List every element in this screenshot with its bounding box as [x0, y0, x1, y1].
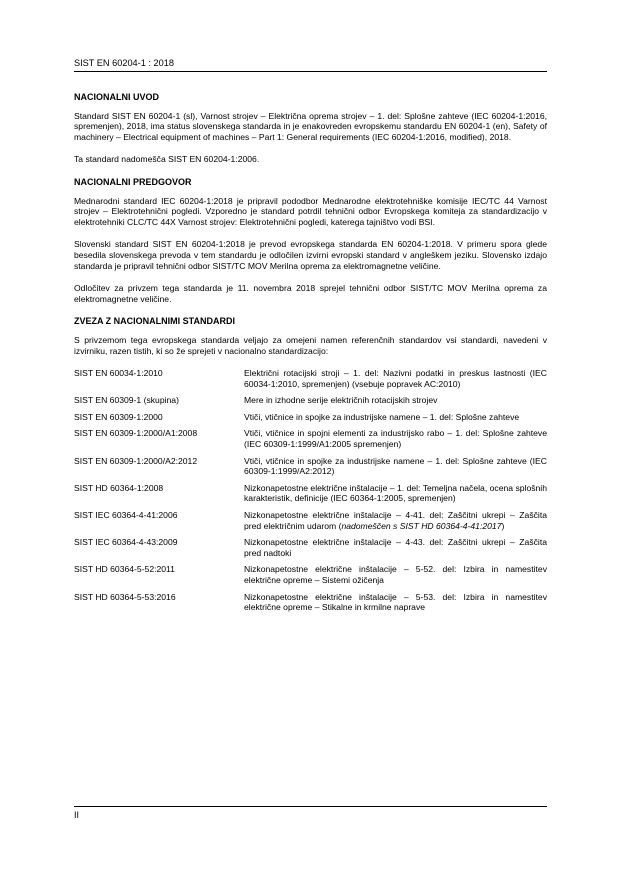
reference-row: [74, 368, 547, 389]
reference-row: [74, 456, 547, 477]
predgovor-paragraph-2: Slovenski standard SIST EN 60204-1:2018 je prevod evropskega standarda EN 60204-1:2018. V primeru spora glede besedila slovenskega prevoda v tem standardu je odločilen izvirni evropski standard v angleškem jeziku. Slovensko izdajo standarda je pripravil tehnični odbor SIST/TC MOV Merilna oprema za elektromagnetne veličine.: [74, 239, 547, 271]
reference-code: SIST HD 60364-5-52:2011: [74, 564, 175, 575]
reference-row: [74, 537, 547, 558]
reference-row: [74, 510, 547, 531]
reference-list: [74, 368, 547, 613]
reference-description: Mere in izhodne serije električnih rotacijskih strojev: [244, 395, 438, 406]
reference-description: Električni rotacijski stroji – 1. del: Nazivni podatki in preskus lastnosti (IEC 60034-1:2010, spremenjen) (vsebuje popravek AC:2010): [244, 368, 547, 389]
reference-code: SIST IEC 60364-4-41:2006: [74, 510, 178, 521]
header-standard-id: SIST EN 60204-1 : 2018: [74, 58, 174, 68]
reference-description: Nizkonapetostne električne inštalacije – 5-53. del: Izbira in namestitev električne opreme – Stikalne in krmilne naprave: [244, 591, 547, 613]
predgovor-paragraph-3: Odločitev za privzem tega standarda je 11. novembra 2018 sprejel tehnični odbor SIST/TC MOV Merilna oprema za elektromagnetne veličine.: [74, 283, 547, 304]
reference-row: [74, 564, 547, 585]
reference-description: Nizkonapetostne električne inštalacije – 5-52. del: Izbira in namestitev električne opreme – Sistemi ožičenja: [244, 564, 547, 585]
reference-description: [244, 510, 547, 531]
reference-description: Nizkonapetostne električne inštalacije – 4-43. del: Zaščitni ukrepi – Zaščita pred nadtoki: [244, 537, 547, 558]
reference-row: [74, 483, 547, 504]
reference-code: SIST IEC 60364-4-43:2009: [74, 537, 178, 548]
zveza-intro: S privzemom tega evropskega standarda veljajo za omejeni namen referenčnih standardov vsi standardi, navedeni v izvirniku, razen tistih, ki so že sprejeti v nacionalno standardizacijo:: [74, 334, 547, 356]
reference-replacement-note: nadomeščen s SIST HD 60364-4-41:2017: [341, 520, 502, 531]
document-body: [74, 92, 547, 619]
running-header: [74, 58, 547, 72]
reference-code: SIST EN 60309-1:2000: [74, 411, 163, 422]
reference-description: Nizkonapetostne električne inštalacije – 1. del: Temeljna načela, ocena splošnih karakteristik, definicije (IEC 60364-1:2005, spremenjen): [244, 482, 547, 504]
reference-description: Vtiči, vtičnice in spojni elementi za industrijsko rabo – 1. del: Splošne zahteve (IEC 60309-1:1999/A1:2005 spremenjen): [244, 428, 547, 450]
reference-row: [74, 395, 547, 406]
uvod-paragraph-1: Standard SIST EN 60204-1 (sl), Varnost strojev – Električna oprema strojev – 1. del: Splošne zahteve (IEC 60204-1:2016, spremenjen), 2018, ima status slovenskega standarda in je enakovreden evropskemu standardu EN 60204-1 (en), Safety of machinery – Electrical equipment of machines – Part 1: General requirements (IEC 60204-1:2016, modified), 2018.: [74, 110, 547, 142]
uvod-paragraph-2: Ta standard nadomešča SIST EN 60204-1:2006.: [74, 154, 260, 165]
reference-row: [74, 412, 547, 423]
page-footer: [74, 806, 547, 821]
section-title-uvod: NACIONALNI UVOD: [74, 92, 159, 102]
predgovor-paragraph-1: Mednarodni standard IEC 60204-1:2018 je pripravil pododbor Mednarodne elektrotehniške komisije IEC/TC 44 Varnost strojev – Elektrotehnični pogledi. Vzporedno je standard potrdil tehnični odbor Evropskega komiteja za standardizacijo v elektrotehniki CLC/TC 44X Varnost strojev: Elektrotehnični pogledi, katerega tajništvo vodi BSI.: [74, 195, 547, 227]
reference-row: [74, 592, 547, 613]
section-title-predgovor: NACIONALNI PREDGOVOR: [74, 176, 192, 187]
reference-code: SIST EN 60034-1:2010: [74, 368, 163, 379]
reference-description: Vtiči, vtičnice in spojke za industrijske namene – 1. del: Splošne zahteve (IEC 60309-1:1999/A2:2012): [244, 455, 547, 477]
reference-code: SIST EN 60309-1:2000/A2:2012: [74, 455, 198, 466]
reference-code: SIST EN 60309-1:2000/A1:2008: [74, 428, 198, 439]
reference-description-text: Nizkonapetostne električne inštalacije – 4-41. del: Zaščitni ukrepi – Zaščita pred električnim udarom (: [244, 510, 547, 531]
page-number: II: [74, 810, 80, 820]
reference-code: SIST HD 60364-1:2008: [74, 482, 164, 493]
reference-code: SIST HD 60364-5-53:2016: [74, 591, 176, 602]
reference-code: SIST EN 60309-1 (skupina): [74, 395, 179, 406]
reference-row: [74, 428, 547, 449]
section-title-zveza: ZVEZA Z NACIONALNIMI STANDARDI: [74, 316, 235, 327]
reference-description-tail: ): [501, 520, 505, 531]
reference-description: Vtiči, vtičnice in spojke za industrijske namene – 1. del: Splošne zahteve: [244, 411, 520, 422]
